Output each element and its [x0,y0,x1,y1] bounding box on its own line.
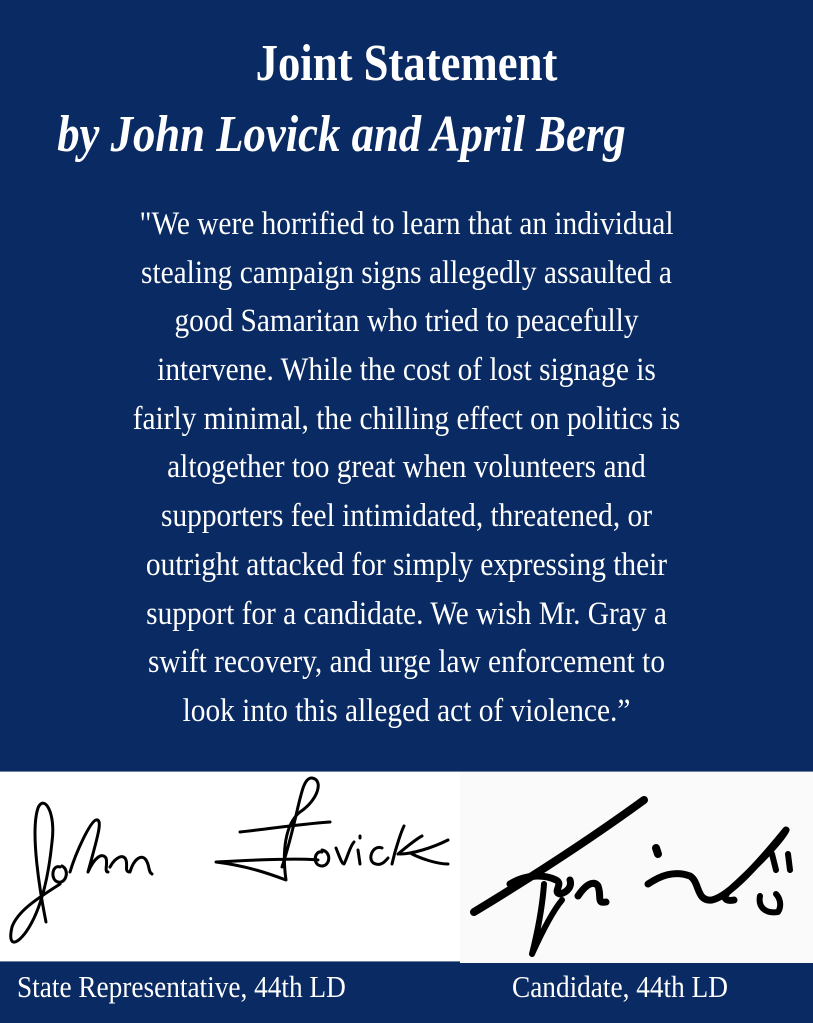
statement-line: fairly minimal, the chilling effect on politics is [132,400,681,437]
statement-line: intervene. While the cost of lost signage is [157,352,656,389]
signer-title-berg: Candidate, 44th LD [512,969,728,1004]
statement-line: stealing campaign signs allegedly assaulted a [141,254,672,291]
statement-line: "We were horrified to learn that an individual [139,206,674,242]
statement-line: supporters feel intimidated, threatened, or [161,498,652,535]
statement-line: look into this alleged act of violence.” [182,692,631,729]
page-subtitle: by John Lovick and April Berg [57,106,626,163]
page-title: Joint Statement [255,35,558,92]
signature-band [0,771,813,962]
statement-line: swift recovery, and urge law enforcement to [147,644,666,681]
statement-body [0,200,813,736]
signature-april-berg-icon [460,772,813,963]
signature-titles [0,962,813,1023]
statement-line: altogether too great when volunteers and [167,449,646,486]
statement-line: good Samaritan who tried to peacefully [174,303,639,340]
signature-john-lovick-icon [0,772,460,963]
signer-title-lovick: State Representative, 44th LD [17,969,346,1004]
statement-line: outright attacked for simply expressing their [145,546,668,583]
statement-line: support for a candidate. We wish Mr. Gray a [146,595,667,632]
